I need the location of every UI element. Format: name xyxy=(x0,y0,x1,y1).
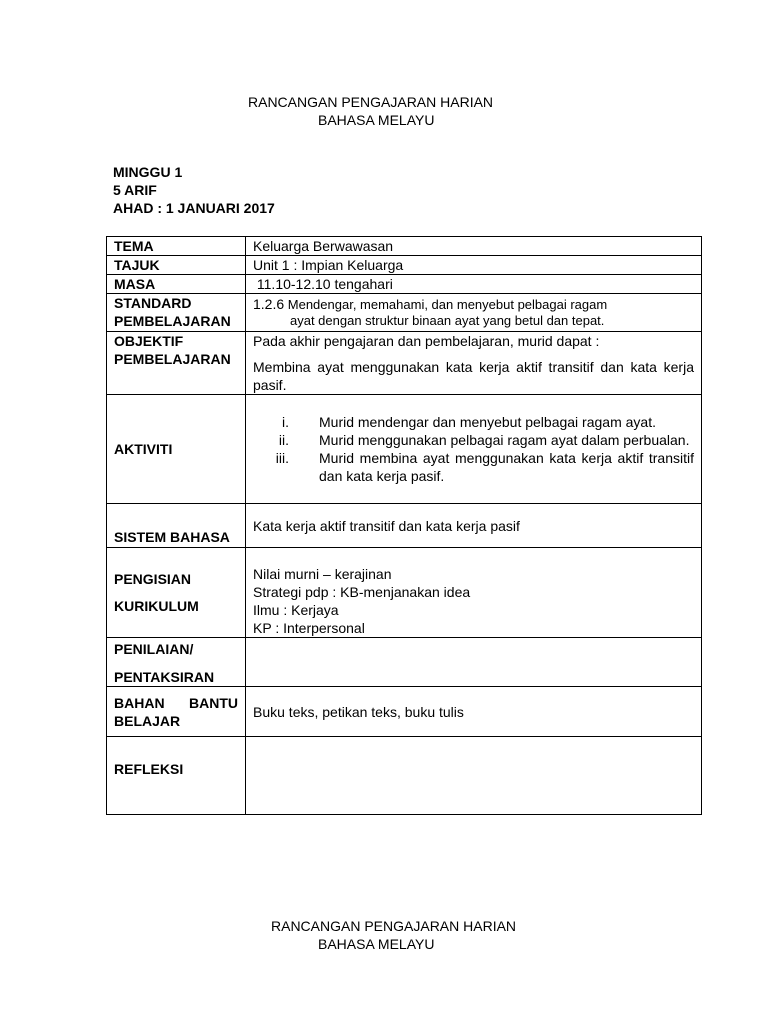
objektif-intro: Pada akhir pengajaran dan pembelajaran, murid dapat : xyxy=(253,333,600,349)
pengisian-line: Nilai murni – kerajinan xyxy=(253,566,392,582)
next-page-title: RANCANGAN PENGAJARAN HARIAN xyxy=(271,918,517,934)
row-masa xyxy=(107,275,702,294)
pengisian-line: Strategi pdp : KB-menjanakan idea xyxy=(253,584,471,600)
refleksi-label: REFLEKSI xyxy=(107,737,246,815)
row-tema xyxy=(107,237,702,256)
pengisian-line: KP : Interpersonal xyxy=(253,620,365,636)
penilaian-value xyxy=(246,638,702,687)
penilaian-label xyxy=(107,638,246,687)
standard-line1: Mendengar, memahami, dan menyebut pelbagai ragam xyxy=(287,297,608,312)
objektif-label xyxy=(107,332,246,395)
aktiviti-item-text: Murid menggunakan pelbagai ragam ayat dalam perbualan. xyxy=(319,432,690,448)
aktiviti-item xyxy=(253,431,694,449)
aktiviti-label: AKTIVITI xyxy=(107,395,246,504)
pengisian-line: Ilmu : Kerjaya xyxy=(253,602,339,618)
bahan-label-line1 xyxy=(114,694,238,712)
objektif-label-line1: OBJEKTIF xyxy=(114,333,184,349)
objektif-text: Membina ayat menggunakan kata kerja aktif transitif dan kata kerja pasif. xyxy=(253,359,694,393)
row-bahan-bantu xyxy=(107,687,702,737)
penilaian-label-line1: PENILAIAN/ xyxy=(114,641,194,657)
class-label: 5 ARIF xyxy=(113,182,157,198)
standard-line2: ayat dengan struktur binaan ayat yang betul dan tepat. xyxy=(290,313,605,328)
objektif-value xyxy=(246,332,702,395)
masa-value: 11.10-12.10 tengahari xyxy=(246,275,702,294)
aktiviti-item-number: ii. xyxy=(278,432,289,448)
bahan-bantu-label xyxy=(107,687,246,737)
bahan-label-word2: BANTU xyxy=(189,694,238,711)
row-objektif xyxy=(107,332,702,395)
standard-label-line1: STANDARD xyxy=(114,295,192,311)
row-standard xyxy=(107,294,702,332)
pengisian-label-line1: PENGISIAN xyxy=(114,571,192,587)
row-sistem-bahasa xyxy=(107,504,702,548)
aktiviti-list xyxy=(253,413,694,485)
aktiviti-item-text: Murid mendengar dan menyebut pelbagai ragam ayat. xyxy=(319,414,656,430)
sistem-bahasa-value: Kata kerja aktif transitif dan kata kerja pasif xyxy=(246,504,702,548)
penilaian-label-line2: PENTAKSIRAN xyxy=(114,669,215,685)
week-label: MINGGU 1 xyxy=(113,164,183,180)
bahan-label-word1: BAHAN xyxy=(114,694,165,711)
aktiviti-item xyxy=(253,413,694,431)
aktiviti-item xyxy=(253,449,694,485)
standard-value xyxy=(246,294,702,332)
next-page-subtitle: BAHASA MELAYU xyxy=(318,936,435,952)
sistem-bahasa-label: SISTEM BAHASA xyxy=(107,504,246,548)
bahan-bantu-value: Buku teks, petikan teks, buku tulis xyxy=(246,687,702,737)
document-subtitle: BAHASA MELAYU xyxy=(318,112,435,128)
tema-label: TEMA xyxy=(107,237,246,256)
aktiviti-item-number: i. xyxy=(282,414,289,430)
pengisian-value xyxy=(246,548,702,638)
tajuk-value: Unit 1 : Impian Keluarga xyxy=(246,256,702,275)
row-aktiviti xyxy=(107,395,702,504)
row-penilaian xyxy=(107,638,702,687)
document-title: RANCANGAN PENGAJARAN HARIAN xyxy=(248,94,494,110)
date-label: AHAD : 1 JANUARI 2017 xyxy=(113,200,275,216)
standard-label-line2: PEMBELAJARAN xyxy=(114,313,231,329)
row-pengisian xyxy=(107,548,702,638)
refleksi-value xyxy=(246,737,702,815)
masa-label: MASA xyxy=(107,275,246,294)
row-tajuk xyxy=(107,256,702,275)
objektif-label-line2: PEMBELAJARAN xyxy=(114,351,231,367)
pengisian-label xyxy=(107,548,246,638)
aktiviti-value xyxy=(246,395,702,504)
standard-label xyxy=(107,294,246,332)
tema-value: Keluarga Berwawasan xyxy=(246,237,702,256)
standard-code: 1.2.6 xyxy=(253,296,285,312)
tajuk-label: TAJUK xyxy=(107,256,246,275)
aktiviti-item-text: Murid membina ayat menggunakan kata kerja aktif transitif dan kata kerja pasif. xyxy=(319,450,694,484)
pengisian-label-line2: KURIKULUM xyxy=(114,598,199,614)
bahan-label-line2: BELAJAR xyxy=(114,712,181,729)
row-refleksi xyxy=(107,737,702,815)
lesson-plan-table xyxy=(106,236,702,815)
aktiviti-item-number: iii. xyxy=(275,450,289,466)
